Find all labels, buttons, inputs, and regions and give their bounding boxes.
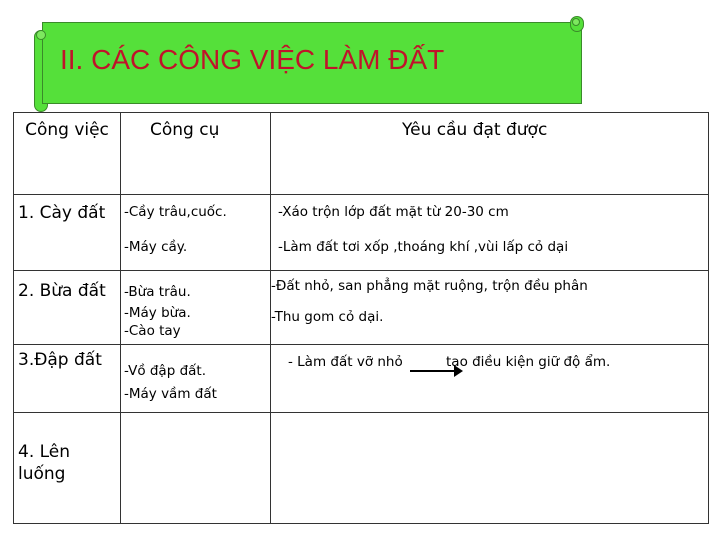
table-divider-1: [120, 112, 121, 524]
row-1-requirement-2: -Làm đất tơi xốp ,thoáng khí ,vùi lấp cỏ dại: [278, 239, 569, 255]
header-tool: Công cụ: [150, 120, 220, 140]
header-requirement: Yêu cầu đạt được: [402, 120, 548, 140]
banner-right-curl: [572, 18, 580, 26]
row-3-tool-1: -Vồ đập đất.: [124, 363, 206, 379]
row-4-work: 4. Lên luống: [18, 442, 71, 484]
row-1-tool-1: -Cầy trâu,cuốc.: [124, 204, 227, 220]
table-row-divider-3: [13, 412, 709, 413]
row-2-tool-3: -Cào tay: [124, 323, 181, 339]
table-row-divider-2: [13, 344, 709, 345]
row-2-tool-2: -Máy bừa.: [124, 305, 191, 321]
row-2-tool-1: -Bừa trâu.: [124, 284, 191, 300]
row-2-work: 2. Bừa đất: [18, 281, 106, 301]
row-3-requirement-2: tạo điều kiện giữ độ ẩm.: [446, 354, 611, 370]
banner-left-curl: [36, 30, 46, 40]
row-1-tool-2: -Máy cầy.: [124, 239, 188, 255]
row-1-requirement-1: -Xáo trộn lớp đất mặt từ 20-30 cm: [278, 204, 509, 220]
row-3-requirement-1: - Làm đất vỡ nhỏ: [288, 354, 403, 370]
page-title: II. CÁC CÔNG VIỆC LÀM ĐẤT: [60, 44, 445, 75]
table-row-divider-1: [13, 270, 709, 271]
header-work: Công việc: [25, 120, 109, 140]
row-3-work: 3.Đập đất: [18, 350, 102, 370]
row-3-tool-2: -Máy vầm đất: [124, 386, 217, 402]
table-row-divider-header: [13, 194, 709, 195]
row-2-requirement-2: -Thu gom cỏ dại.: [271, 309, 384, 325]
row-2-requirement-1: -Đất nhỏ, san phẳng mặt ruộng, trộn đều phân: [271, 278, 588, 294]
row-1-work: 1. Cày đất: [18, 203, 106, 223]
